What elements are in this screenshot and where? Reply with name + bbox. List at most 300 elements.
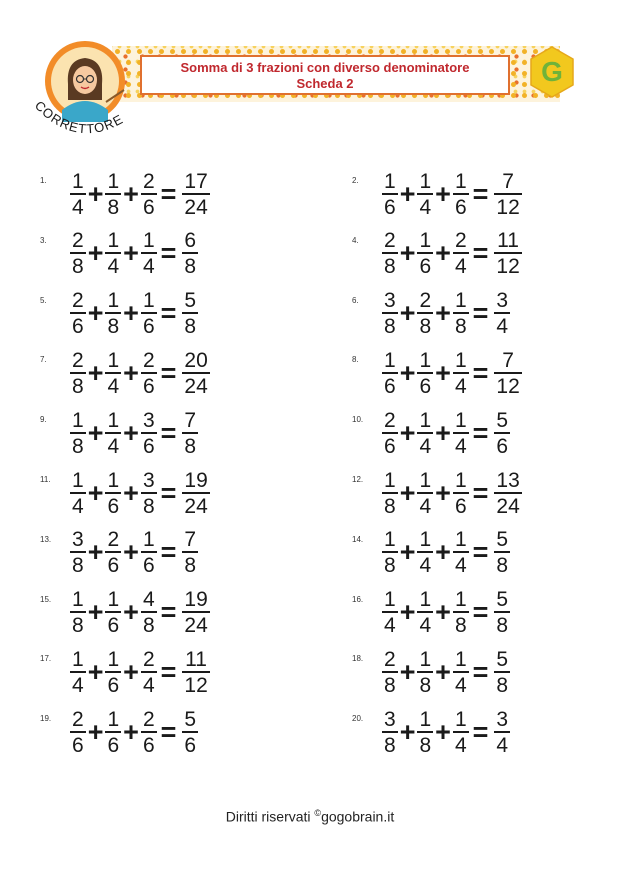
fraction-bar	[417, 551, 433, 553]
fraction	[453, 709, 469, 756]
fraction	[417, 171, 433, 218]
fraction	[141, 470, 157, 517]
plus-sign: +	[123, 178, 139, 209]
fraction	[382, 709, 398, 756]
numerator: 1	[107, 348, 120, 372]
fraction-bar	[494, 252, 521, 254]
equals-sign: =	[472, 716, 489, 747]
exercise-expression	[382, 170, 522, 218]
numerator: 2	[384, 229, 396, 253]
fraction	[417, 529, 433, 576]
result-fraction	[182, 230, 198, 277]
exercise-number: 20.	[352, 714, 364, 724]
equals-sign: =	[472, 597, 489, 628]
fraction-bar	[494, 611, 510, 613]
plus-sign: +	[435, 537, 451, 568]
fraction-bar	[417, 252, 433, 254]
numerator: 1	[107, 707, 120, 731]
plus-sign: +	[435, 357, 451, 388]
fraction-bar	[182, 193, 209, 195]
numerator: 1	[142, 528, 155, 552]
numerator: 1	[142, 229, 155, 253]
numerator: 2	[384, 647, 396, 671]
fraction	[382, 529, 398, 576]
exercise-expression	[70, 589, 210, 637]
fraction-bar	[141, 193, 157, 195]
denominator: 8	[419, 673, 432, 697]
fraction	[417, 649, 433, 696]
denominator: 8	[419, 733, 432, 757]
numerator: 3	[142, 468, 155, 492]
numerator: 1	[419, 169, 432, 193]
exercise-number: 15.	[40, 594, 52, 604]
numerator: 7	[502, 348, 514, 372]
fraction-bar	[70, 551, 86, 553]
exercise-expression	[70, 708, 198, 756]
plus-sign: +	[399, 417, 416, 448]
exercise-expression	[382, 349, 522, 397]
numerator: 1	[384, 588, 396, 612]
exercise-expression	[70, 290, 198, 338]
result-fraction	[494, 171, 521, 218]
denominator: 8	[107, 315, 120, 339]
numerator: 2	[142, 707, 155, 731]
denominator: 8	[384, 255, 396, 279]
fraction-bar	[494, 492, 521, 494]
exercise-number: 14.	[352, 534, 364, 544]
equals-sign: =	[160, 357, 177, 388]
plus-sign: +	[435, 178, 451, 209]
fraction	[417, 589, 433, 636]
numerator: 7	[184, 528, 197, 552]
plus-sign: +	[399, 477, 416, 508]
fraction-bar	[182, 731, 198, 733]
fraction-bar	[70, 372, 86, 374]
denominator: 4	[454, 374, 467, 398]
plus-sign: +	[435, 417, 451, 448]
fraction	[141, 709, 157, 756]
fraction-bar	[382, 551, 398, 553]
fraction-bar	[382, 611, 398, 613]
exercise-expression	[382, 290, 510, 338]
plus-sign: +	[87, 417, 104, 448]
footer-site: gogobrain.it	[321, 808, 395, 825]
result-fraction	[494, 529, 510, 576]
fraction	[453, 589, 469, 636]
numerator: 2	[419, 289, 432, 313]
numerator: 5	[496, 528, 509, 552]
page-subtitle: Scheda 2	[296, 76, 354, 91]
exercise-number: 4.	[352, 235, 359, 245]
denominator: 24	[184, 494, 208, 518]
fraction-bar	[182, 252, 198, 254]
numerator: 1	[454, 528, 467, 552]
fraction-bar	[453, 611, 469, 613]
fraction	[105, 709, 121, 756]
result-fraction	[182, 529, 198, 576]
numerator: 1	[384, 468, 396, 492]
denominator: 24	[184, 195, 208, 219]
numerator: 11	[497, 229, 519, 253]
numerator: 1	[454, 647, 467, 671]
plus-sign: +	[87, 477, 104, 508]
numerator: 1	[72, 408, 84, 432]
fraction-bar	[417, 731, 433, 733]
plus-sign: +	[123, 298, 139, 329]
numerator: 1	[107, 408, 120, 432]
result-fraction	[182, 649, 209, 696]
fraction	[453, 230, 469, 277]
exercise-number: 19.	[40, 714, 52, 724]
fraction	[417, 350, 433, 397]
fraction-bar	[382, 193, 398, 195]
footer	[0, 808, 620, 825]
fraction	[105, 649, 121, 696]
fraction-bar	[70, 671, 86, 673]
denominator: 12	[496, 255, 520, 279]
exercise-expression	[382, 648, 510, 696]
denominator: 4	[496, 315, 509, 339]
exercise-number: 1.	[40, 176, 47, 185]
plus-sign: +	[399, 357, 416, 388]
denominator: 24	[496, 494, 520, 518]
denominator: 8	[384, 733, 396, 757]
equals-sign: =	[160, 298, 177, 329]
denominator: 4	[419, 434, 432, 458]
fraction	[417, 230, 433, 277]
fraction-bar	[494, 312, 510, 314]
denominator: 6	[419, 374, 432, 398]
fraction-bar	[453, 372, 469, 374]
fraction-bar	[453, 551, 469, 553]
numerator: 2	[142, 169, 155, 193]
numerator: 1	[454, 289, 467, 313]
denominator: 4	[142, 673, 155, 697]
denominator: 24	[184, 614, 208, 638]
exercise-expression	[70, 230, 198, 278]
fraction-bar	[494, 551, 510, 553]
denominator: 8	[72, 554, 84, 578]
numerator: 2	[107, 528, 120, 552]
numerator: 1	[107, 588, 120, 612]
footer-text: Diritti riservati	[225, 808, 315, 825]
denominator: 8	[496, 614, 509, 638]
plus-sign: +	[435, 716, 451, 747]
fraction-bar	[453, 671, 469, 673]
fraction-bar	[382, 432, 398, 434]
denominator: 4	[419, 195, 432, 219]
equals-sign: =	[472, 357, 489, 388]
copyright-symbol: ©	[314, 808, 322, 818]
fraction	[417, 470, 433, 517]
plus-sign: +	[435, 238, 451, 269]
equals-sign: =	[160, 597, 177, 628]
numerator: 17	[184, 169, 208, 193]
fraction-bar	[105, 193, 121, 195]
numerator: 5	[496, 647, 509, 671]
fraction-bar	[70, 312, 86, 314]
denominator: 8	[419, 315, 432, 339]
denominator: 8	[72, 255, 84, 279]
numerator: 1	[384, 348, 396, 372]
denominator: 6	[384, 195, 396, 219]
fraction	[453, 171, 469, 218]
result-fraction	[182, 350, 209, 397]
numerator: 1	[384, 169, 396, 193]
denominator: 4	[72, 673, 84, 697]
numerator: 3	[384, 707, 396, 731]
exercise-number: 2.	[352, 176, 359, 185]
fraction	[382, 350, 398, 397]
plus-sign: +	[123, 656, 139, 687]
numerator: 1	[419, 707, 432, 731]
exercise-expression	[70, 170, 210, 218]
fraction	[382, 171, 398, 218]
plus-sign: +	[123, 716, 139, 747]
plus-sign: +	[123, 238, 139, 269]
fraction-bar	[382, 372, 398, 374]
fraction-bar	[417, 671, 433, 673]
plus-sign: +	[87, 357, 104, 388]
fraction-bar	[105, 312, 121, 314]
fraction-bar	[182, 611, 209, 613]
fraction	[70, 410, 86, 457]
numerator: 1	[454, 588, 467, 612]
fraction-bar	[182, 372, 209, 374]
fraction	[105, 410, 121, 457]
plus-sign: +	[435, 477, 451, 508]
fraction-bar	[70, 193, 86, 195]
fraction	[141, 290, 157, 337]
numerator: 5	[496, 408, 509, 432]
numerator: 1	[419, 647, 432, 671]
fraction-bar	[417, 432, 433, 434]
numerator: 1	[72, 468, 84, 492]
numerator: 20	[184, 348, 208, 372]
equals-sign: =	[160, 238, 177, 269]
denominator: 6	[72, 315, 84, 339]
numerator: 1	[72, 588, 84, 612]
result-fraction	[182, 171, 209, 218]
plus-sign: +	[87, 597, 104, 628]
fraction-bar	[417, 372, 433, 374]
fraction	[417, 410, 433, 457]
fraction	[382, 470, 398, 517]
fraction-bar	[105, 432, 121, 434]
exercise-expression	[382, 708, 510, 756]
denominator: 8	[107, 195, 120, 219]
numerator: 3	[72, 528, 84, 552]
denominator: 4	[419, 494, 432, 518]
result-fraction	[494, 230, 521, 277]
correttore-label: CORRETTORE	[31, 97, 126, 137]
denominator: 6	[107, 673, 120, 697]
fraction-bar	[141, 372, 157, 374]
numerator: 2	[384, 408, 396, 432]
denominator: 6	[142, 733, 155, 757]
fraction	[141, 350, 157, 397]
fraction	[70, 649, 86, 696]
numerator: 1	[142, 289, 155, 313]
exercise-expression	[382, 589, 510, 637]
fraction	[453, 470, 469, 517]
title-box	[140, 55, 510, 95]
exercise-number: 5.	[40, 295, 47, 305]
denominator: 4	[419, 614, 432, 638]
exercise-expression	[70, 409, 198, 457]
numerator: 2	[72, 348, 84, 372]
fraction-bar	[182, 551, 198, 553]
denominator: 4	[454, 733, 467, 757]
plus-sign: +	[435, 597, 451, 628]
denominator: 8	[184, 255, 197, 279]
fraction	[382, 290, 398, 337]
page-title: Somma di 3 frazioni con diverso denominatore	[180, 60, 470, 75]
denominator: 6	[142, 554, 155, 578]
numerator: 1	[419, 229, 432, 253]
equals-sign: =	[160, 716, 177, 747]
fraction-bar	[382, 492, 398, 494]
numerator: 1	[384, 528, 396, 552]
result-fraction	[182, 470, 209, 517]
exercise-expression	[382, 529, 510, 577]
fraction-bar	[453, 492, 469, 494]
numerator: 1	[107, 289, 120, 313]
fraction	[141, 410, 157, 457]
result-fraction	[494, 589, 510, 636]
equals-sign: =	[472, 178, 489, 209]
fraction-bar	[70, 611, 86, 613]
fraction-bar	[494, 671, 510, 673]
equals-sign: =	[472, 477, 489, 508]
denominator: 6	[142, 434, 155, 458]
exercise-expression	[382, 469, 522, 517]
fraction	[453, 529, 469, 576]
result-fraction	[494, 470, 521, 517]
fraction-bar	[70, 731, 86, 733]
fraction-bar	[141, 551, 157, 553]
denominator: 8	[142, 494, 155, 518]
equals-sign: =	[160, 178, 177, 209]
plus-sign: +	[123, 417, 139, 448]
equals-sign: =	[160, 417, 177, 448]
denominator: 8	[72, 614, 84, 638]
fraction	[382, 230, 398, 277]
fraction-bar	[105, 671, 121, 673]
denominator: 4	[107, 255, 120, 279]
denominator: 6	[384, 434, 396, 458]
fraction-bar	[105, 551, 121, 553]
plus-sign: +	[399, 656, 416, 687]
exercise-number: 16.	[352, 594, 364, 604]
numerator: 19	[184, 468, 208, 492]
fraction-bar	[141, 492, 157, 494]
denominator: 8	[384, 673, 396, 697]
numerator: 1	[107, 229, 120, 253]
numerator: 2	[142, 647, 155, 671]
fraction	[105, 529, 121, 576]
fraction	[453, 350, 469, 397]
numerator: 19	[184, 588, 208, 612]
result-fraction	[182, 410, 198, 457]
denominator: 4	[384, 614, 396, 638]
numerator: 1	[454, 468, 467, 492]
denominator: 8	[496, 554, 509, 578]
numerator: 1	[454, 707, 467, 731]
exercise-number: 17.	[40, 654, 52, 664]
denominator: 6	[142, 195, 155, 219]
numerator: 7	[184, 408, 197, 432]
plus-sign: +	[87, 238, 104, 269]
denominator: 6	[184, 733, 197, 757]
numerator: 1	[454, 348, 467, 372]
fraction-bar	[105, 731, 121, 733]
denominator: 6	[107, 554, 120, 578]
numerator: 1	[454, 408, 467, 432]
fraction	[70, 529, 86, 576]
fraction-bar	[141, 671, 157, 673]
svg-text:CORRETTORE	[32, 98, 126, 137]
fraction	[105, 171, 121, 218]
numerator: 1	[107, 468, 120, 492]
denominator: 8	[454, 315, 467, 339]
denominator: 8	[496, 673, 509, 697]
denominator: 6	[107, 614, 120, 638]
fraction	[141, 529, 157, 576]
fraction	[70, 470, 86, 517]
equals-sign: =	[472, 298, 489, 329]
numerator: 1	[419, 468, 432, 492]
result-fraction	[182, 290, 198, 337]
denominator: 4	[72, 494, 84, 518]
exercise-number: 10.	[352, 415, 364, 425]
exercise-expression	[70, 648, 210, 696]
numerator: 6	[184, 229, 197, 253]
plus-sign: +	[87, 178, 104, 209]
fraction-bar	[494, 432, 510, 434]
plus-sign: +	[87, 656, 104, 687]
fraction-bar	[417, 611, 433, 613]
result-fraction	[182, 709, 198, 756]
logo-letter: G	[541, 56, 563, 87]
result-fraction	[182, 589, 209, 636]
numerator: 1	[419, 588, 432, 612]
fraction-bar	[70, 252, 86, 254]
plus-sign: +	[399, 178, 416, 209]
denominator: 4	[142, 255, 155, 279]
denominator: 4	[454, 673, 467, 697]
fraction-bar	[453, 193, 469, 195]
exercise-expression	[70, 469, 210, 517]
denominator: 6	[496, 434, 509, 458]
denominator: 4	[454, 255, 467, 279]
exercise-number: 12.	[352, 475, 364, 484]
denominator: 4	[454, 554, 467, 578]
numerator: 4	[142, 588, 155, 612]
equals-sign: =	[472, 656, 489, 687]
fraction	[70, 589, 86, 636]
fraction	[105, 470, 121, 517]
plus-sign: +	[399, 597, 416, 628]
denominator: 6	[384, 374, 396, 398]
equals-sign: =	[472, 417, 489, 448]
exercise-number: 11.	[40, 475, 51, 484]
plus-sign: +	[399, 537, 416, 568]
fraction	[382, 410, 398, 457]
numerator: 3	[496, 289, 509, 313]
numerator: 3	[384, 289, 396, 313]
fraction	[105, 589, 121, 636]
